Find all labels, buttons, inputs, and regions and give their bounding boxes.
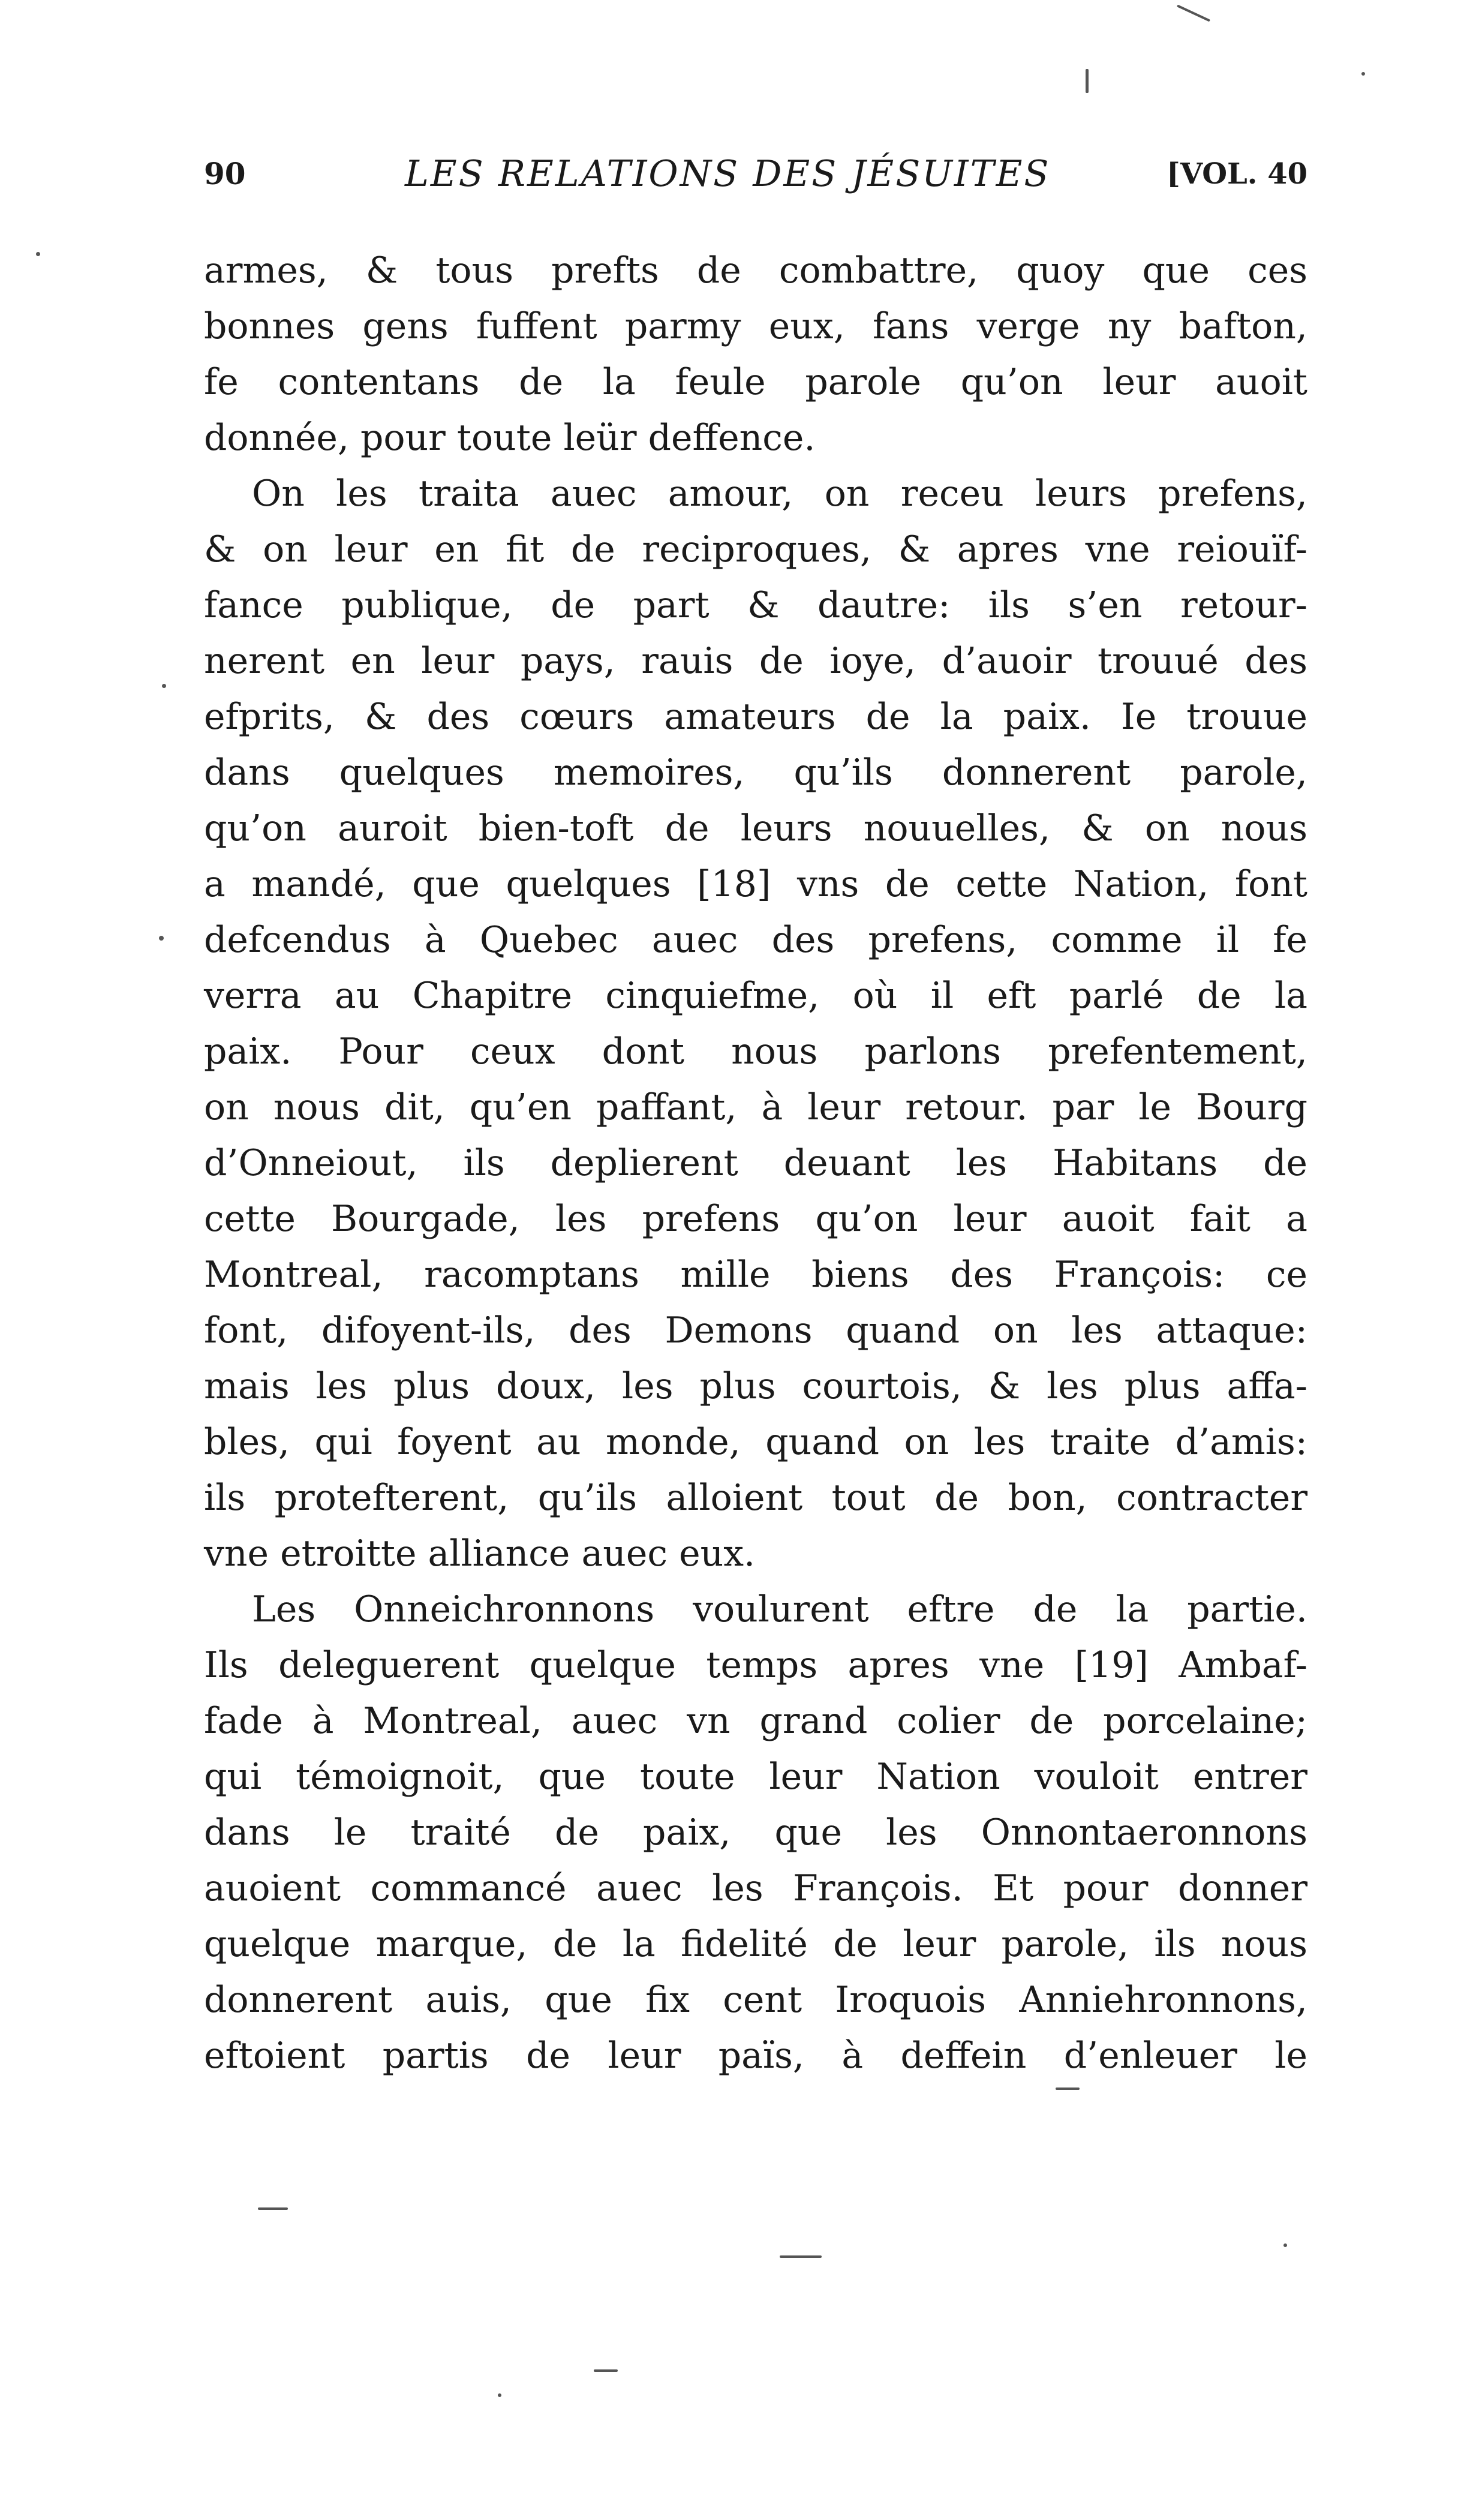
text-line: verra au Chapitre cinquiefme, où il eft parlé de la (204, 975, 1307, 1017)
text-line: vne etroitte alliance auec eux. (204, 1533, 756, 1575)
scan-speck (780, 2255, 822, 2258)
text-line: Ils deleguerent quelque temps apres vne [19] Ambaf- (204, 1644, 1307, 1686)
text-line: dans le traité de paix, que les Onnontaeronnons (204, 1812, 1307, 1854)
text-line: mais les plus doux, les plus courtois, & les plus affa- (204, 1365, 1307, 1407)
text-line: quelque marque, de la fidelité de leur parole, ils nous (204, 1923, 1307, 1965)
text-line: dans quelques memoires, qu’ils donnerent parole, (204, 752, 1307, 794)
text-line: On les traita auec amour, on receu leurs prefens, (252, 473, 1307, 515)
text-line: fance publique, de part & dautre: ils s’en retour- (204, 584, 1307, 626)
text-line: a mandé, que quelques [18] vns de cette Nation, font (204, 863, 1307, 905)
scan-speck (36, 252, 40, 256)
text-line: cette Bourgade, les prefens qu’on leur auoit fait a (204, 1198, 1307, 1240)
scan-speck (162, 684, 166, 688)
text-line: d’Onneiout, ils deplierent deuant les Habitans de (204, 1142, 1307, 1184)
text-line: fade à Montreal, auec vn grand colier de porcelaine; (204, 1700, 1307, 1742)
scan-speck (498, 2393, 501, 2397)
text-line: & on leur en fit de reciproques, & apres vne reiouïf- (204, 528, 1307, 570)
running-title: LES RELATIONS DES JÉSUITES (405, 153, 1051, 195)
text-line: qui témoignoit, que toute leur Nation vouloit entrer (204, 1756, 1307, 1798)
scan-speck (1056, 2088, 1080, 2090)
text-line: Montreal, racomptans mille biens des François: ce (204, 1254, 1307, 1296)
scan-speck (1086, 69, 1089, 93)
text-line: bles, qui foyent au monde, quand on les traite d’amis: (204, 1421, 1307, 1463)
page-number: 90 (204, 156, 246, 191)
body-text (204, 243, 1307, 2084)
scan-speck (258, 2207, 288, 2210)
text-line: donnerent auis, que fix cent Iroquois Anniehronnons, (204, 1979, 1307, 2021)
text-line: paix. Pour ceux dont nous parlons prefentement, (204, 1031, 1307, 1073)
scan-speck (1361, 72, 1365, 76)
volume-reference: [VOL. 40 (1167, 157, 1307, 191)
text-line: font, difoyent-ils, des Demons quand on les attaque: (204, 1309, 1307, 1351)
text-line: eftoient partis de leur païs, à deffein d’enleuer le (204, 2035, 1307, 2077)
text-line: defcendus à Quebec auec des prefens, comme il fe (204, 919, 1307, 961)
text-line: auoient commancé auec les François. Et pour donner (204, 1867, 1307, 1909)
text-line: on nous dit, qu’en paffant, à leur retour. par le Bourg (204, 1086, 1307, 1128)
text-line: armes, & tous prefts de combattre, quoy que ces (204, 250, 1307, 292)
text-line: donnée, pour toute leür deffence. (204, 417, 816, 459)
running-header (204, 150, 1307, 198)
scan-speck (1283, 2243, 1287, 2247)
scan-speck (159, 936, 164, 941)
text-line: efprits, & des cœurs amateurs de la paix. Ie trouue (204, 696, 1307, 738)
text-line: nerent en leur pays, rauis de ioye, d’auoir trouué des (204, 640, 1307, 682)
text-line: ils protefterent, qu’ils alloient tout de bon, contracter (204, 1477, 1307, 1519)
text-line: fe contentans de la feule parole qu’on leur auoit (204, 361, 1307, 403)
scan-speck (594, 2369, 618, 2372)
text-line: bonnes gens fuffent parmy eux, fans verge ny bafton, (204, 305, 1307, 347)
text-line: qu’on auroit bien-toft de leurs nouuelles, & on nous (204, 807, 1307, 849)
text-line: Les Onneichronnons voulurent eftre de la partie. (252, 1588, 1307, 1630)
scan-speck (1177, 5, 1210, 22)
